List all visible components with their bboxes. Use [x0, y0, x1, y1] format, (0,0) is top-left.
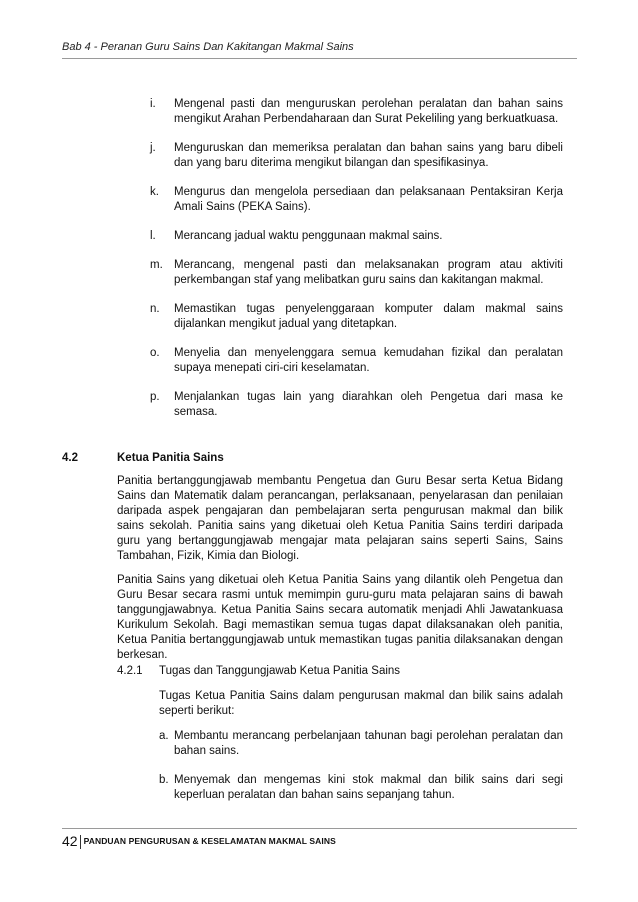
footer-separator [80, 835, 81, 849]
list-text: Menyelia dan menyelenggara semua kemudahan fizikal dan peralatan supaya menepati ciri-ciri keselamatan. [174, 347, 563, 374]
list-text: Merancang, mengenal pasti dan melaksanakan program atau aktiviti perkembangan staf yang melibatkan guru sains dan kakitangan makmal. [174, 259, 563, 286]
page-footer [62, 834, 336, 849]
footer-divider [62, 828, 577, 829]
list-text: Mengurus dan mengelola persediaan dan pelaksanaan Pentaksiran Kerja Amali Sains (PEKA Sains). [174, 186, 563, 213]
section-heading [62, 451, 224, 466]
list-item [150, 390, 563, 420]
list-marker: j. [150, 142, 156, 154]
section-number: 4.2 [62, 452, 78, 464]
list-item [150, 141, 563, 171]
section-paragraph-2: Panitia Sains yang diketuai oleh Ketua Panitia Sains yang dilantik oleh Pengetua dan Guru Besar secara rasmi untuk memimpin guru-guru mata pelajaran sains di bawah tanggungjawabnya. Ketua Panitia Sains secara automatik menjadi Ahli Jawatankuasa Kurikulum Sekolah. Bagi memastikan semua tugas dapat dilaksanakan oleh panitia, Ketua Panitia bertanggungjawab untuk memastikan tugas panitia dilaksanakan dengan berkesan. [117, 574, 563, 661]
section-paragraph-1: Panitia bertanggungjawab membantu Pengetua dan Guru Besar serta Ketua Bidang Sains dan Matematik dalam perancangan, perlaksanaan, penyelarasan dan penilaian daripada aspek pengajaran dan pembelajaran serta pengurusan makmal dan bilik sains sekolah. Panitia sains yang diketuai oleh Ketua Panitia Sains terdiri daripada guru yang bertanggungjawab mengajar mata pelajaran sains seperti Sains, Sains Tambahan, Fizik, Kimia dan Biologi. [117, 475, 563, 562]
list-marker: m. [150, 259, 163, 271]
list-item [150, 185, 563, 215]
duties-list-lower [159, 729, 563, 803]
duties-list-upper [150, 97, 563, 420]
list-marker: a. [159, 730, 169, 742]
list-marker: o. [150, 347, 160, 359]
list-item [150, 258, 563, 288]
list-item [159, 729, 563, 759]
list-item [150, 346, 563, 376]
subsection-heading [117, 664, 400, 679]
list-marker: i. [150, 98, 156, 110]
list-marker: l. [150, 230, 156, 242]
list-text: Menyemak dan mengemas kini stok makmal dan bilik sains dari segi keperluan peralatan dan bahan sains sepanjang tahun. [174, 774, 563, 801]
list-marker: p. [150, 391, 160, 403]
list-text: Mengenal pasti dan menguruskan perolehan peralatan dan bahan sains mengikut Arahan Perbendaharaan dan Surat Pekeliling yang berkuatkuasa. [174, 98, 563, 125]
page-number: 42 [62, 833, 78, 849]
book-title: PANDUAN PENGURUSAN & KESELAMATAN MAKMAL SAINS [83, 836, 336, 846]
section-title: Ketua Panitia Sains [117, 452, 224, 464]
page-header: Bab 4 - Peranan Guru Sains Dan Kakitangan Makmal Sains [62, 41, 354, 53]
list-marker: k. [150, 186, 159, 198]
list-item [159, 773, 563, 803]
header-divider [62, 58, 577, 59]
list-marker: n. [150, 303, 160, 315]
list-item [150, 302, 563, 332]
list-text: Menguruskan dan memeriksa peralatan dan bahan sains yang baru dibeli dan yang baru diterima mengikut bilangan dan spesifikasinya. [174, 142, 563, 169]
list-text: Memastikan tugas penyelenggaraan komputer dalam makmal sains dijalankan mengikut jadual yang ditetapkan. [174, 303, 563, 330]
list-marker: b. [159, 774, 169, 786]
subsection-number: 4.2.1 [117, 665, 143, 677]
list-text: Membantu merancang perbelanjaan tahunan bagi perolehan peralatan dan bahan sains. [174, 730, 563, 757]
subsection-intro: Tugas Ketua Panitia Sains dalam pengurusan makmal dan bilik sains adalah seperti berikut: [159, 690, 563, 717]
list-text: Merancang jadual waktu penggunaan makmal sains. [174, 230, 443, 242]
list-item [150, 229, 563, 244]
subsection-title: Tugas dan Tanggungjawab Ketua Panitia Sains [159, 665, 401, 677]
list-item [150, 97, 563, 127]
list-text: Menjalankan tugas lain yang diarahkan oleh Pengetua dari masa ke semasa. [174, 391, 563, 418]
